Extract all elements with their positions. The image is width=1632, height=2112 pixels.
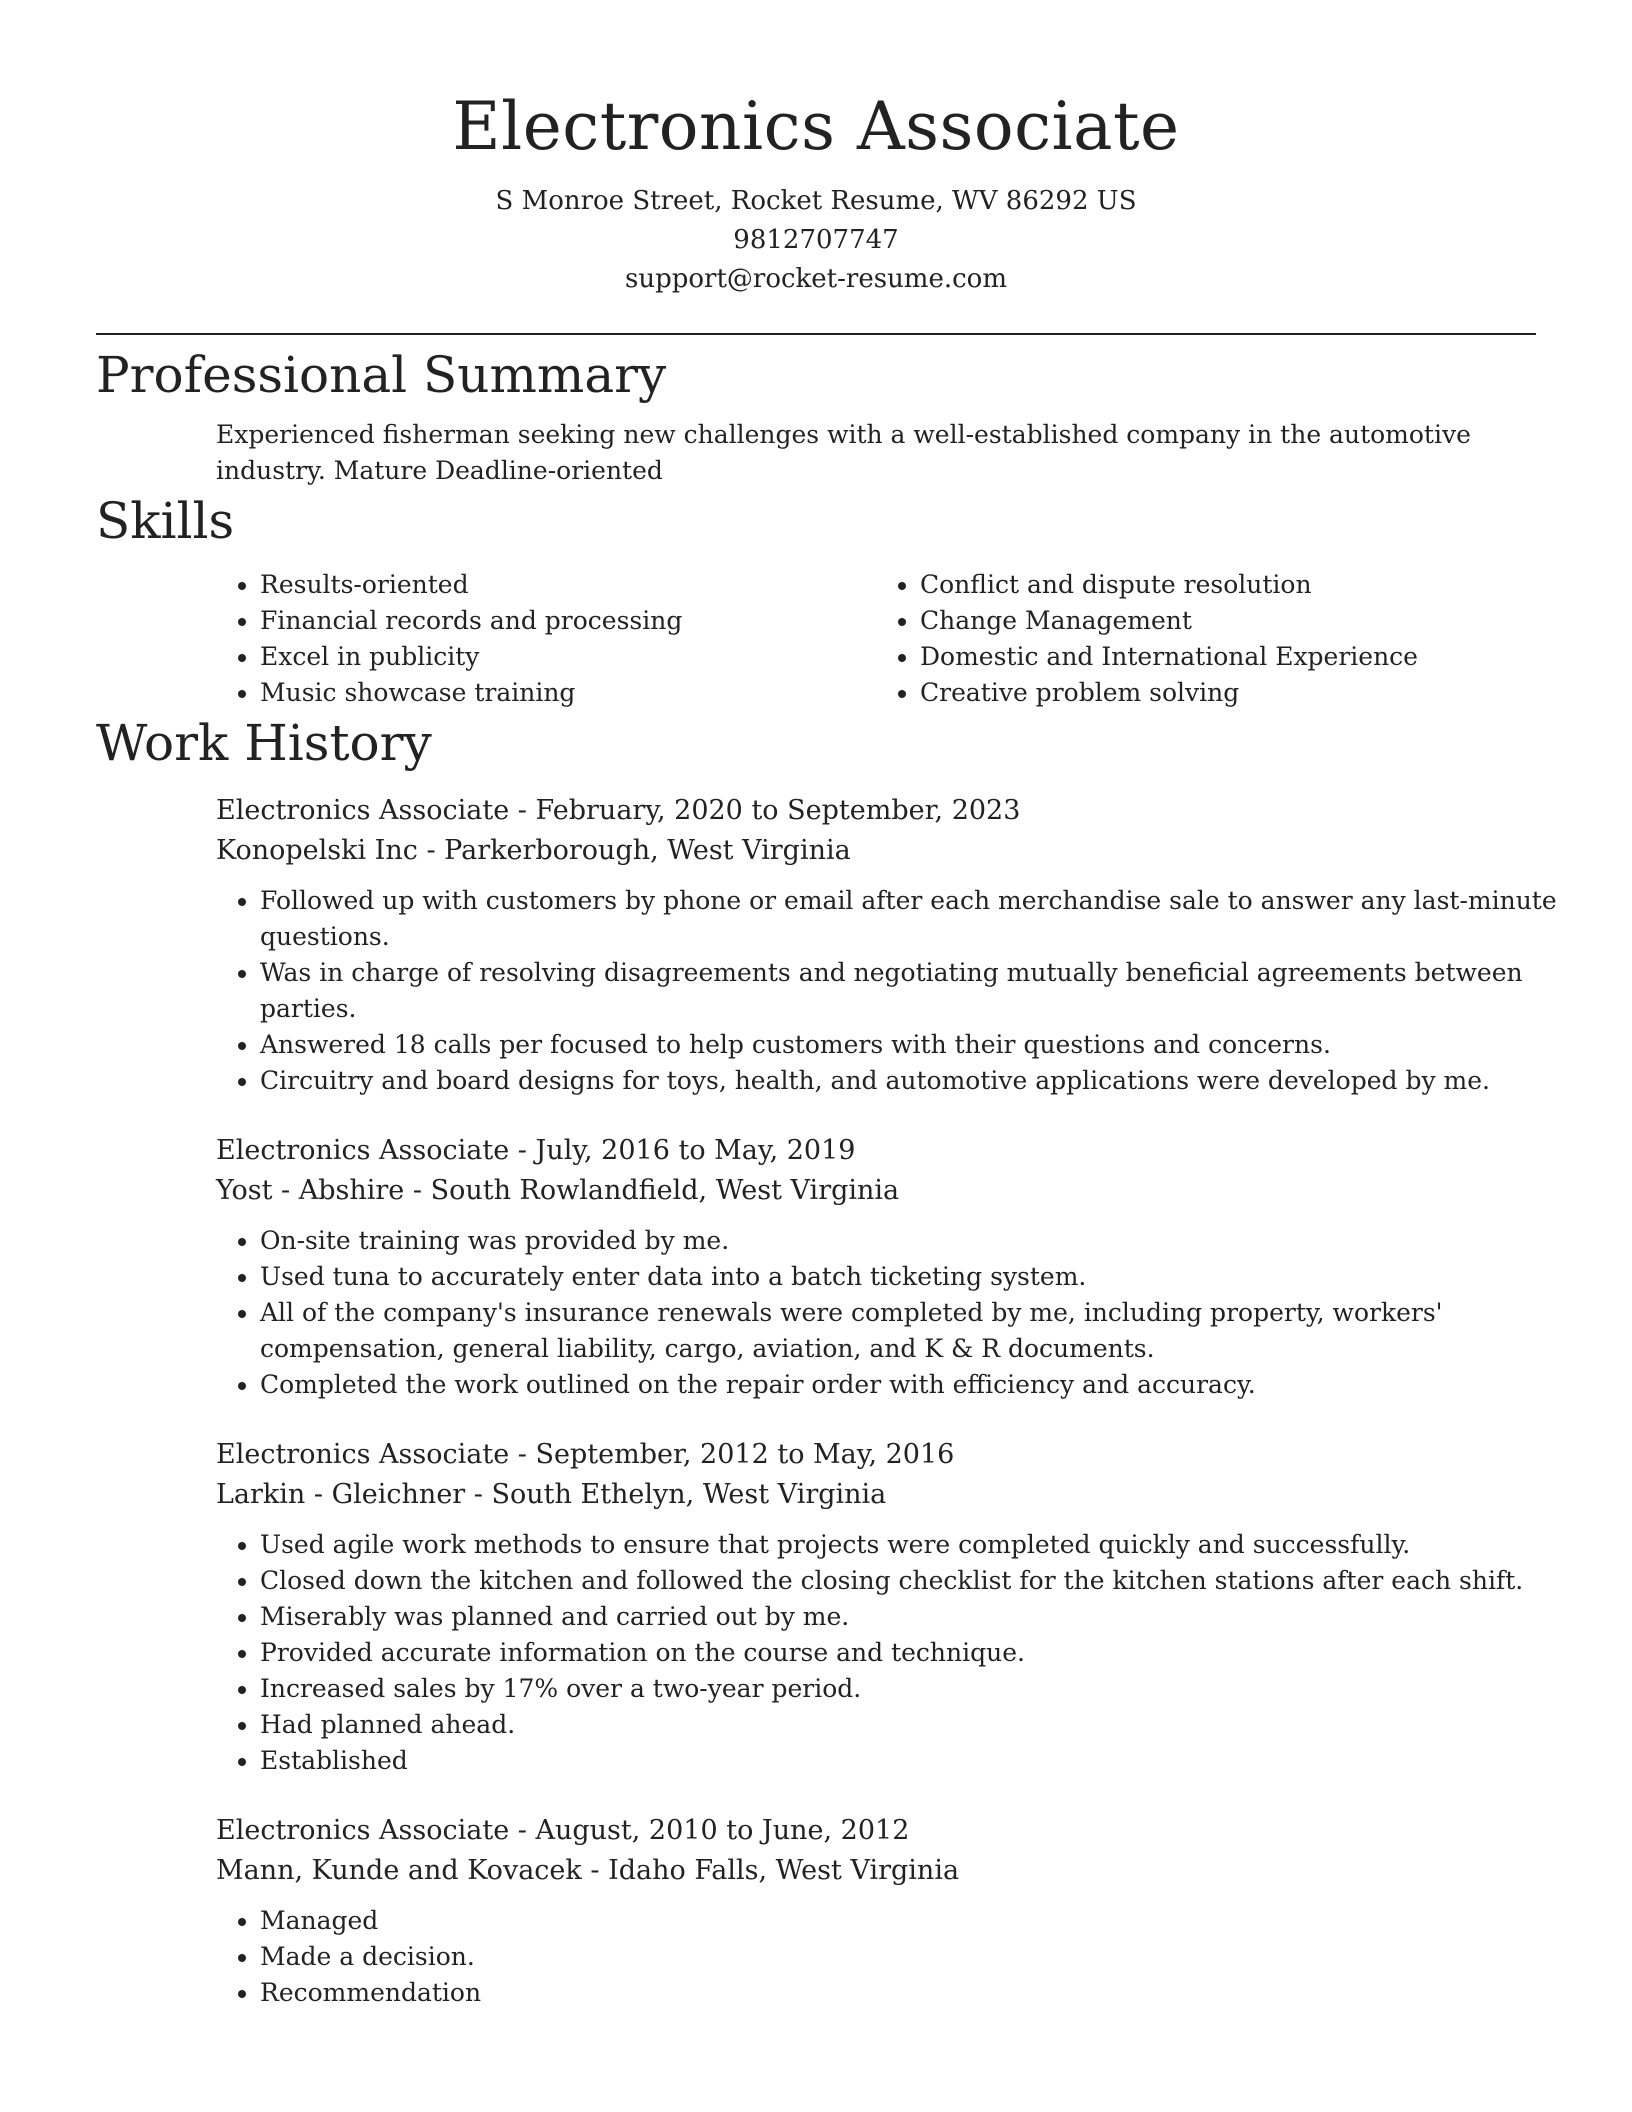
skill-item: • Results-oriented: [260, 567, 876, 603]
job-entry: [216, 791, 1557, 1099]
skills-heading: Skills: [96, 492, 235, 550]
job-title: Electronics Associate: [216, 1815, 510, 1846]
job-bullet: • Circuitry and board designs for toys, health, and automotive applications were developed by me.: [260, 1063, 1590, 1099]
job-bullet: • Miserably was planned and carried out by me.: [260, 1599, 1590, 1635]
job-company-line: Larkin - Gleichner - South Ethelyn, West Virginia: [216, 1479, 887, 1510]
job-bullet: • On-site training was provided by me.: [260, 1223, 1590, 1259]
summary-text: Experienced fisherman seeking new challenges with a well-established company in the automotive industry. Mature Deadline-oriented: [216, 420, 1471, 485]
job-title: Electronics Associate: [216, 795, 510, 826]
job-bullet: • Used agile work methods to ensure that projects were completed quickly and successfully.: [260, 1527, 1590, 1563]
email: support@rocket-resume.com: [624, 264, 1007, 294]
resume-header: [96, 0, 1536, 299]
skill-item: • Creative problem solving: [920, 675, 1536, 711]
job-title: Electronics Associate: [216, 1135, 510, 1166]
job-bullet: • All of the company's insurance renewals were completed by me, including property, workers' compensation, general liability, cargo, aviation, and K & R documents.: [260, 1295, 1590, 1367]
job-title: Electronics Associate: [216, 1439, 510, 1470]
job-title-line: Electronics Associate - February, 2020 to September, 2023: [216, 795, 1021, 826]
job-company-line: Konopelski Inc - Parkerborough, West Virginia: [216, 835, 851, 866]
job-bullet: • Had planned ahead.: [260, 1707, 1590, 1743]
skills-list: [216, 567, 1536, 711]
job-title-line: Electronics Associate - July, 2016 to May, 2019: [216, 1135, 856, 1166]
skill-item: • Conflict and dispute resolution: [920, 567, 1536, 603]
job-bullet: • Made a decision.: [260, 1939, 1590, 1975]
job-bullet: • Increased sales by 17% over a two-year period.: [260, 1671, 1590, 1707]
job-company-line: Mann, Kunde and Kovacek - Idaho Falls, West Virginia: [216, 1855, 960, 1886]
job-bullet: • Completed the work outlined on the repair order with efficiency and accuracy.: [260, 1367, 1590, 1403]
job-dates: February, 2020 to September, 2023: [535, 795, 1021, 826]
resume-page: [96, 0, 1557, 2011]
work-history-heading: Work History: [96, 714, 432, 772]
job-bullet: • Provided accurate information on the course and technique.: [260, 1635, 1590, 1671]
job-location: Idaho Falls, West Virginia: [608, 1855, 960, 1886]
skill-item: • Music showcase training: [260, 675, 876, 711]
job-location: South Ethelyn, West Virginia: [491, 1479, 887, 1510]
skill-item: • Financial records and processing: [260, 603, 876, 639]
skill-item: • Change Management: [920, 603, 1536, 639]
job-company: Konopelski Inc: [216, 835, 418, 866]
job-bullets: [216, 883, 1590, 1099]
job-entry: [216, 1435, 1536, 1779]
skills-column-left: [216, 567, 876, 711]
job-bullet: • Established: [260, 1743, 1590, 1779]
job-location: Parkerborough, West Virginia: [444, 835, 851, 866]
skill-item: • Domestic and International Experience: [920, 639, 1536, 675]
job-bullet: • Closed down the kitchen and followed the closing checklist for the kitchen stations after each shift.: [260, 1563, 1590, 1599]
job-bullet: • Used tuna to accurately enter data into a batch ticketing system.: [260, 1259, 1590, 1295]
header-divider: [96, 333, 1536, 335]
job-location: South Rowlandfield, West Virginia: [430, 1175, 900, 1206]
job-bullet: • Was in charge of resolving disagreements and negotiating mutually beneficial agreements between parties.: [260, 955, 1590, 1027]
job-bullets: [216, 1903, 1590, 2011]
job-title-line: Electronics Associate - August, 2010 to June, 2012: [216, 1815, 910, 1846]
contact-info: [96, 182, 1536, 299]
address: S Monroe Street, Rocket Resume, WV 86292 US: [495, 186, 1137, 216]
job-company-line: Yost - Abshire - South Rowlandfield, West Virginia: [216, 1175, 900, 1206]
job-entry: [216, 1131, 1536, 1403]
candidate-name: Electronics Associate: [452, 88, 1180, 165]
job-company: Larkin - Gleichner: [216, 1479, 466, 1510]
phone: 9812707747: [733, 225, 899, 255]
summary-heading: Professional Summary: [96, 346, 667, 404]
skill-item: • Excel in publicity: [260, 639, 876, 675]
skills-column-right: [876, 567, 1536, 711]
job-bullets: [216, 1223, 1590, 1403]
job-bullet: • Answered 18 calls per focused to help customers with their questions and concerns.: [260, 1027, 1590, 1063]
job-company: Yost - Abshire: [216, 1175, 405, 1206]
job-entry: [216, 1811, 1536, 2011]
job-dates: September, 2012 to May, 2016: [535, 1439, 955, 1470]
job-company: Mann, Kunde and Kovacek: [216, 1855, 582, 1886]
job-bullet: • Followed up with customers by phone or email after each merchandise sale to answer any last-minute questions.: [260, 883, 1590, 955]
job-title-line: Electronics Associate - September, 2012 to May, 2016: [216, 1439, 955, 1470]
job-dates: August, 2010 to June, 2012: [535, 1815, 910, 1846]
job-bullets: [216, 1527, 1590, 1779]
job-bullet: • Recommendation: [260, 1975, 1590, 2011]
job-bullet: • Managed: [260, 1903, 1590, 1939]
job-dates: July, 2016 to May, 2019: [535, 1135, 856, 1166]
